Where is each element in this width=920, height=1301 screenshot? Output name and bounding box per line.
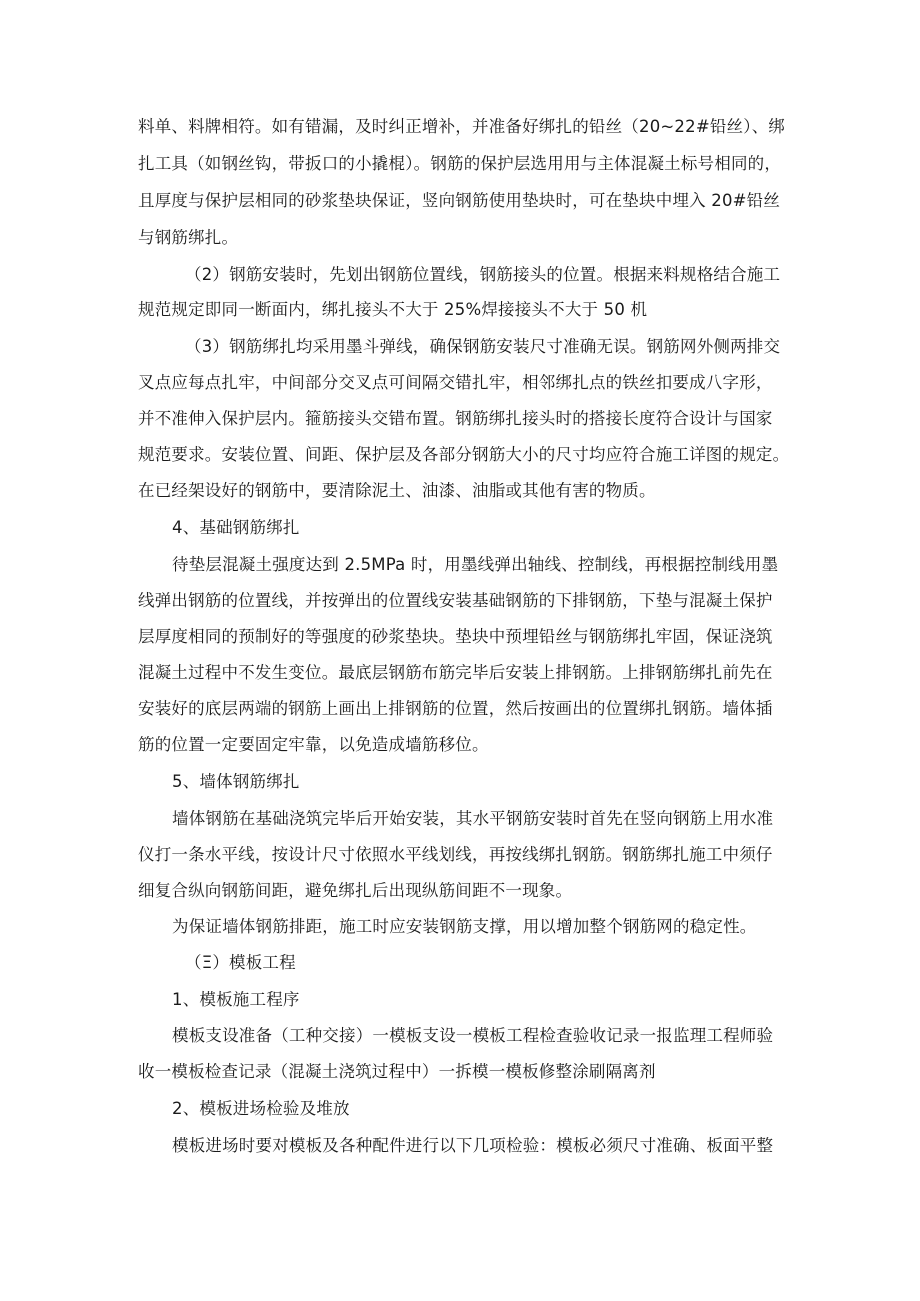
text-line: 线弹出钢筋的位置线，并按弹出的位置线安装基础钢筋的下排钢筋，下垫与混凝土保护 xyxy=(138,591,773,610)
text-line: （3）钢筋绑扎均采用墨斗弹线，确保钢筋安装尺寸准确无误。钢筋网外侧两排交 xyxy=(185,337,781,356)
text-line: 与钢筋绑扎。 xyxy=(138,228,239,247)
text-line: 料单、料牌相符。如有错漏，及时纠正增补，并准备好绑扎的铅丝（20~22#铅丝）、绑 xyxy=(138,117,786,136)
text-line: 规范规定即同一断面内，绑扎接头不大于 25%焊接接头不大于 50 机 xyxy=(138,300,648,319)
section-heading: 4、基础钢筋绑扎 xyxy=(172,518,300,537)
text-line: 模板进场时要对模板及各种配件进行以下几项检验：模板必须尺寸准确、板面平整 xyxy=(172,1136,774,1155)
text-line: 且厚度与保护层相同的砂浆垫块保证，竖向钢筋使用垫块时，可在垫块中埋入 20#铅丝 xyxy=(138,191,781,210)
text-line: 墙体钢筋在基础浇筑完毕后开始安装，其水平钢筋安装时首先在竖向钢筋上用水准 xyxy=(172,809,774,828)
text-line: 层厚度相同的预制好的等强度的砂浆垫块。垫块中预埋铅丝与钢筋绑扎牢固，保证浇筑 xyxy=(138,627,773,646)
text-line: 扎工具（如钢丝钩，带扳口的小撬棍）。钢筋的保护层选用用与主体混凝土标号相同的， xyxy=(138,154,782,173)
text-line: 混凝土过程中不发生变位。最底层钢筋布筋完毕后安装上排钢筋。上排钢筋绑扎前先在 xyxy=(138,663,773,682)
text-line: 细复合纵向钢筋间距，避免绑扎后出现纵筋间距不一现象。 xyxy=(138,881,573,900)
text-line: 在已经架设好的钢筋中，要清除泥土、油漆、油脂或其他有害的物质。 xyxy=(138,481,656,500)
section-heading: 5、墙体钢筋绑扎 xyxy=(172,772,300,791)
text-line: 待垫层混凝土强度达到 2.5MPa 时，用墨线弹出轴线、控制线，再根据控制线用墨 xyxy=(172,555,779,574)
text-line: 收一模板检查记录（混凝土浇筑过程中）一拆模一模板修整涂刷隔离剂 xyxy=(138,1062,656,1081)
section-heading: 2、模板进场检验及堆放 xyxy=(172,1099,350,1118)
text-line: （2）钢筋安装时，先划出钢筋位置线，钢筋接头的位置。根据来料规格结合施工 xyxy=(185,265,781,284)
text-line: 安装好的底层两端的钢筋上画出上排钢筋的位置，然后按画出的位置绑扎钢筋。墙体插 xyxy=(138,699,773,718)
text-line: 规范要求。安装位置、间距、保护层及各部分钢筋大小的尺寸均应符合施工详图的规定。 xyxy=(138,445,790,464)
text-line: 并不准伸入保护层内。箍筋接头交错布置。钢筋绑扎接头时的搭接长度符合设计与国家 xyxy=(138,409,773,428)
section-heading: （Ξ）模板工程 xyxy=(185,953,296,972)
text-line: 模板支设准备（工种交接）一模板支设一模板工程检查验收记录一报监理工程师验 xyxy=(172,1026,774,1045)
text-line: 筋的位置一定要固定牢靠，以免造成墙筋移位。 xyxy=(138,735,489,754)
text-line: 为保证墙体钢筋排距，施工时应安装钢筋支撑，用以增加整个钢筋网的稳定性。 xyxy=(172,917,757,936)
text-line: 叉点应每点扎牢，中间部分交叉点可间隔交错扎牢，相邻绑扎点的铁丝扣要成八字形， xyxy=(138,373,773,392)
section-heading: 1、模板施工程序 xyxy=(172,990,300,1009)
text-line: 仪打一条水平线，按设计尺寸依照水平线划线，再按线绑扎钢筋。钢筋绑扎施工中须仔 xyxy=(138,845,773,864)
